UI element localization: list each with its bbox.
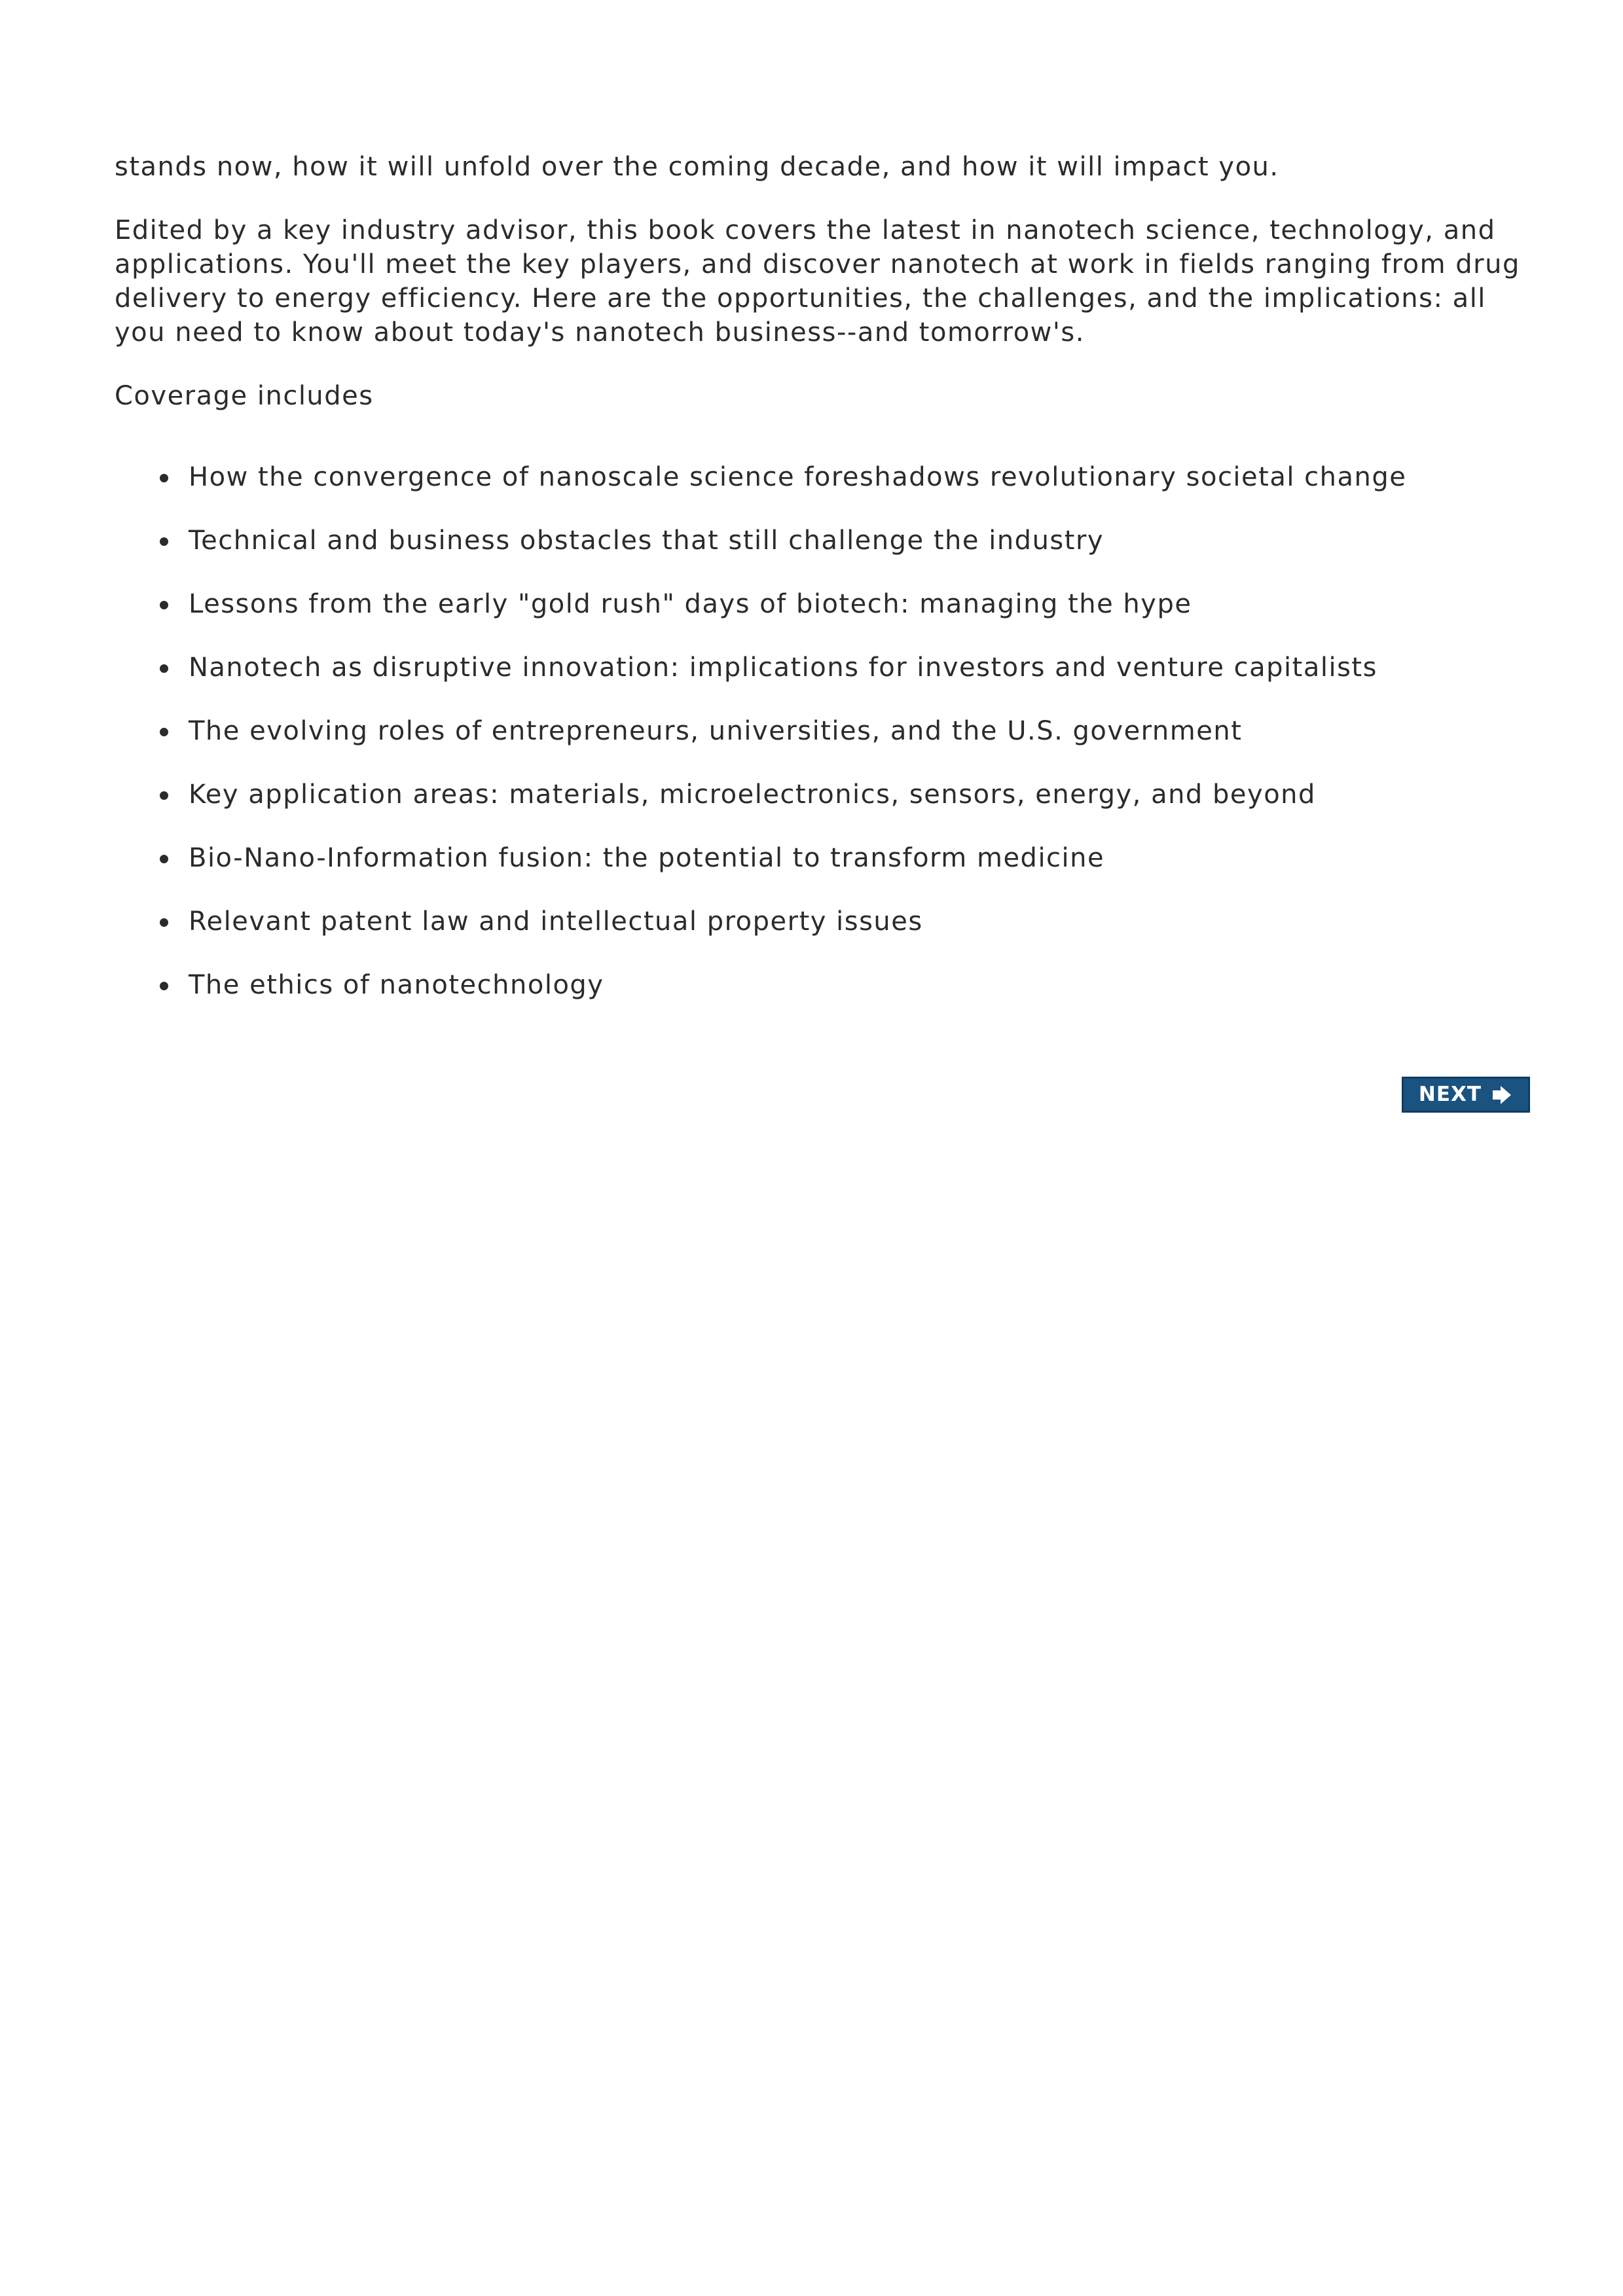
- next-button-label: NEXT: [1418, 1083, 1482, 1106]
- bullet-icon: [160, 982, 168, 990]
- list-item-text: Key application areas: materials, microelectronics, sensors, energy, and beyond: [189, 780, 1316, 810]
- list-item-text: Technical and business obstacles that still challenge the industry: [189, 526, 1104, 556]
- list-item-text: Lessons from the early "gold rush" days of biotech: managing the hype: [189, 589, 1192, 619]
- lead-paragraph: stands now, how it will unfold over the coming decade, and how it will impact you.: [115, 152, 1279, 182]
- list-item: [115, 714, 1522, 748]
- list-item-text: Nanotech as disruptive innovation: implications for investors and venture capitalists: [189, 653, 1377, 683]
- document-body: [115, 150, 1522, 1002]
- list-item-text: Bio-Nano-Information fusion: the potential to transform medicine: [189, 843, 1105, 873]
- list-item: [115, 841, 1522, 875]
- list-item-text: Relevant patent law and intellectual property issues: [189, 906, 923, 937]
- list-item-text: How the convergence of nanoscale science foreshadows revolutionary societal change: [189, 462, 1407, 492]
- bullet-icon: [160, 791, 168, 800]
- arrow-right-icon: [1491, 1084, 1513, 1106]
- list-item-text: The evolving roles of entrepreneurs, universities, and the U.S. government: [189, 716, 1243, 746]
- list-item: [115, 651, 1522, 685]
- list-item: [115, 587, 1522, 621]
- bullet-icon: [160, 728, 168, 736]
- bullet-icon: [160, 664, 168, 673]
- bullet-icon: [160, 474, 168, 482]
- bullet-icon: [160, 918, 168, 927]
- list-item: [115, 460, 1522, 494]
- list-item-text: The ethics of nanotechnology: [189, 970, 604, 1000]
- bullet-icon: [160, 855, 168, 863]
- list-item: [115, 968, 1522, 1002]
- list-item: [115, 524, 1522, 558]
- list-item: [115, 778, 1522, 812]
- bullet-icon: [160, 537, 168, 546]
- coverage-list: [115, 460, 1522, 1002]
- next-button[interactable]: [1402, 1077, 1530, 1113]
- coverage-heading: Coverage includes: [115, 381, 374, 411]
- bullet-icon: [160, 601, 168, 609]
- edited-paragraph: Edited by a key industry advisor, this book covers the latest in nanotech science, technology, and applications. You'll meet the key players, and discover nanotech at work in fields ranging from drug delivery to energy efficiency. Here are the opportunities, the challenges, and the implications: all you need to know about today's nanotech business--and tomorrow's.: [115, 215, 1520, 348]
- list-item: [115, 905, 1522, 939]
